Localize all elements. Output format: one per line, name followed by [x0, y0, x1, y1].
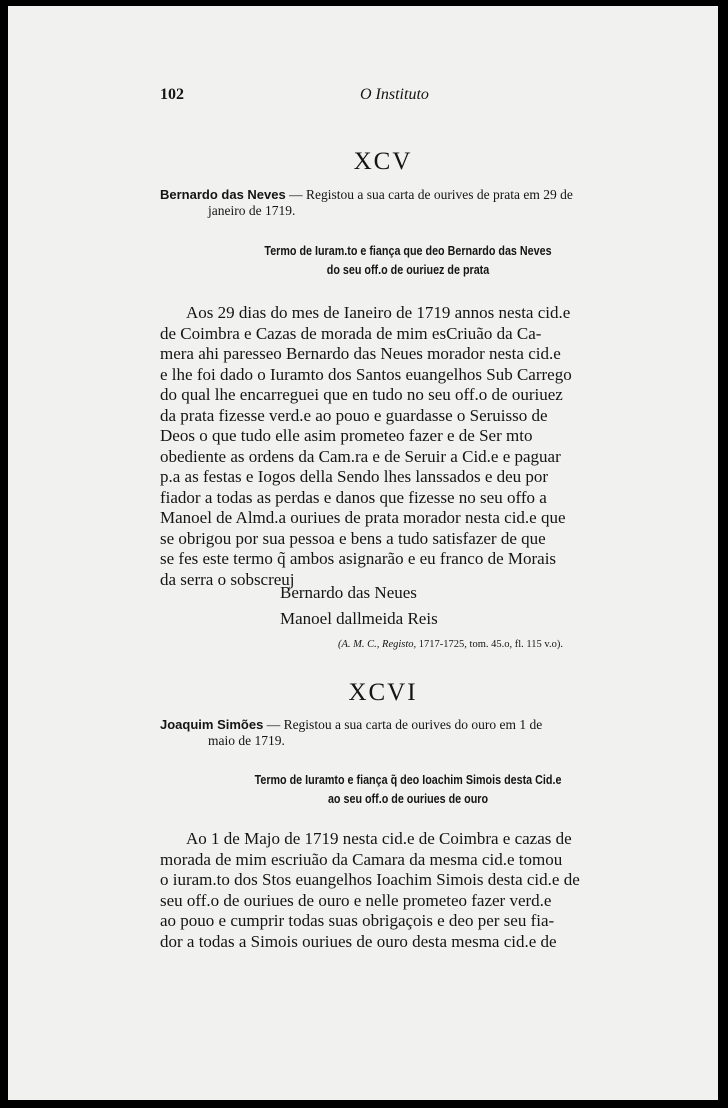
- running-title: O Instituto: [360, 86, 429, 103]
- page: [8, 6, 718, 1100]
- text-line: obediente as ordens da Cam.ra e de Seruir a Cid.e e paguar: [160, 446, 561, 466]
- entry-summary-xcv: [160, 187, 640, 219]
- deed-title-line: Termo de Iuramto e fiança q̃ deo Ioachim Simois desta Cid.e: [254, 773, 562, 787]
- text-line: do qual lhe encarreguei que en tudo no seu off.o de ouriuez: [160, 385, 563, 404]
- page-header: [160, 86, 600, 110]
- entry-text-cont: janeiro de 1719.: [208, 203, 296, 218]
- source-citation: [338, 639, 563, 650]
- text-line: mera ahi paresseo Bernardo das Neues morador nesta cid.e: [160, 344, 561, 363]
- text-line: ao pouo e cumprir todas suas obrigaçois e deo per seu fia-: [160, 911, 555, 930]
- text-line: seu off.o de ouriues de ouro e nelle prometeo fazer verd.e: [160, 890, 552, 910]
- section-number-xcv: XCV: [353, 148, 413, 175]
- text-line: da prata fizesse verd.e ao pouo e guardasse o Seruisso de: [160, 405, 548, 425]
- text-line: morada de mim escriuão da Camara da mesma cid.e tomou: [160, 849, 563, 869]
- page-number: 102: [160, 86, 184, 103]
- text-line: de Coimbra e Cazas de morada de mim esCriuão da Ca-: [160, 323, 542, 343]
- signatures-xcv: [280, 580, 438, 632]
- text-line: se obrigou por sua pessoa e bens a tudo satisfazer de que: [160, 528, 546, 548]
- text-line: Manoel de Almd.a ouriues de prata morador nesta cid.e que: [160, 508, 566, 527]
- text-line: Ao 1 de Majo de 1719 nesta cid.e de Coimbra e cazas de: [186, 829, 572, 848]
- deed-title-line: Termo de Iuram.to e fiança que deo Bernardo das Neves: [264, 244, 552, 258]
- text-line: dor a todas a Simois ouriues de ouro desta mesma cid.e de: [160, 931, 557, 951]
- entry-text: — Registou a sua carta de ourives do ouro em 1 de: [263, 717, 543, 732]
- deed-body-xcv: [160, 303, 640, 590]
- text-line: se fes este termo q̃ ambos asignarão e eu franco de Morais: [160, 549, 557, 568]
- entry-name: Joaquim Simões: [160, 717, 264, 732]
- deed-title-line: do seu off.o de ouriuez de prata: [326, 263, 490, 277]
- entry-name: Bernardo das Neves: [160, 187, 286, 202]
- citation-location: 1717-1725, tom. 45.o, fl. 115 v.o).: [416, 639, 563, 650]
- citation-source: (A. M. C., Registo,: [338, 639, 417, 650]
- text-line: o iuram.to dos Stos euangelhos Ioachim Simois desta cid.e de: [160, 870, 580, 889]
- deed-title-xcv: [193, 242, 623, 280]
- entry-summary-xcvi: [160, 717, 640, 749]
- deed-title-xcvi: [193, 771, 623, 809]
- text-line: Deos o que tudo elle asim prometeo fazer e de Ser mto: [160, 426, 533, 445]
- section-number-xcvi: XCVI: [348, 679, 418, 706]
- signature: Bernardo das Neues: [280, 583, 417, 602]
- text-line: e lhe foi dado o Iuramto dos Santos euangelhos Sub Carrego: [160, 364, 572, 384]
- signature: Manoel dallmeida Reis: [280, 609, 438, 628]
- text-line: p.a as festas e Iogos della Sendo lhes lanssados e deu por: [160, 467, 549, 486]
- entry-text: — Registou a sua carta de ourives de prata em 29 de: [285, 187, 573, 202]
- deed-title-line: ao seu off.o de ouriues de ouro: [327, 792, 489, 806]
- entry-text-cont: maio de 1719.: [208, 733, 285, 748]
- deed-body-xcvi: [160, 829, 640, 952]
- text-line: fiador a todas as perdas e danos que fizesse no seu offo a: [160, 487, 547, 507]
- text-line: da serra o sobscreuj: [160, 569, 295, 589]
- text-line: Aos 29 dias do mes de Ianeiro de 1719 annos nesta cid.e: [186, 303, 571, 322]
